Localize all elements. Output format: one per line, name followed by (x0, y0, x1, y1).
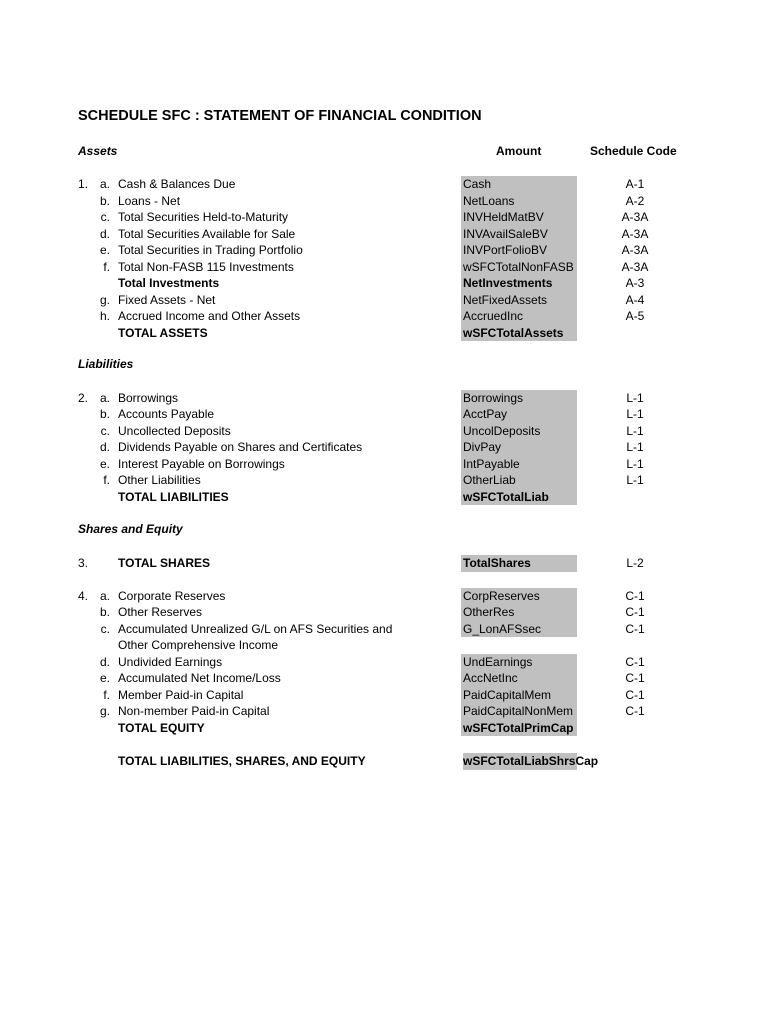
amount-field[interactable]: INVAvailSaleBV (461, 226, 577, 243)
row-description: TOTAL LIABILITIES, SHARES, AND EQUITY (118, 754, 366, 768)
line-item-row (0, 406, 770, 423)
line-item-row (0, 226, 770, 243)
row-letter: e. (99, 671, 110, 685)
line-item-row (0, 621, 770, 638)
schedule-code: L-1 (626, 456, 644, 471)
row-description-continuation: Other Comprehensive Income (118, 638, 279, 652)
schedule-code: L-1 (626, 407, 644, 421)
line-item-row (0, 275, 770, 292)
line-item-row (0, 588, 770, 605)
schedule-code: C-1 (625, 687, 645, 702)
amount-field[interactable]: AccNetInc (461, 670, 577, 687)
line-item-row (0, 292, 770, 309)
row-description: TOTAL EQUITY (118, 720, 205, 735)
amount-field[interactable]: wSFCTotalAssets (461, 325, 577, 342)
line-item-row (0, 703, 770, 720)
amount-field[interactable]: CorpReserves (461, 588, 577, 605)
amount-field[interactable]: wSFCTotalPrimCap (461, 720, 577, 737)
line-item-row (0, 687, 770, 704)
amount-field-value: wSFCTotalLiabShrsCap (463, 754, 599, 768)
line-item-row (0, 209, 770, 226)
assets-header: Assets (78, 144, 118, 158)
amount-field[interactable]: UncolDeposits (461, 423, 577, 440)
row-description: Non-member Paid-in Capital (118, 704, 270, 718)
row-letter: a. (99, 177, 110, 191)
row-description: Accumulated Unrealized G/L on AFS Securities and (118, 621, 393, 636)
schedule-code: L-2 (626, 556, 644, 570)
row-description: Total Investments (118, 276, 220, 290)
amount-field[interactable]: DivPay (461, 439, 577, 456)
amount-field[interactable]: Borrowings (461, 390, 577, 407)
schedule-code: A-2 (625, 193, 645, 208)
row-number: 4. (78, 588, 89, 603)
schedule-code: L-1 (626, 440, 644, 454)
row-description: TOTAL ASSETS (118, 325, 208, 340)
line-item-row (0, 242, 770, 259)
schedule-code: A-4 (625, 292, 645, 307)
line-item-row (0, 637, 770, 654)
amount-field[interactable]: PaidCapitalMem (461, 687, 577, 704)
amount-field[interactable]: INVHeldMatBV (461, 209, 577, 226)
row-description: Total Securities Available for Sale (118, 226, 296, 241)
amount-field[interactable]: NetFixedAssets (461, 292, 577, 309)
row-letter: d. (99, 440, 110, 454)
row-number: 1. (78, 177, 89, 191)
line-item-row (0, 325, 770, 342)
row-letter: f. (103, 473, 110, 487)
amount-field[interactable]: G_LonAFSsec (461, 621, 577, 638)
amount-field[interactable]: AccruedInc (461, 308, 577, 325)
amount-field[interactable]: Cash (461, 176, 577, 193)
line-item-row (0, 193, 770, 210)
amount-field[interactable]: OtherLiab (461, 472, 577, 489)
line-item-row (0, 472, 770, 489)
schedule-code: C-1 (625, 621, 645, 636)
row-number: 3. (78, 556, 89, 570)
row-letter: f. (103, 259, 110, 274)
schedule-code: C-1 (625, 654, 645, 669)
line-item-row (0, 259, 770, 276)
schedule-code: A-5 (625, 309, 645, 323)
row-letter: d. (99, 226, 110, 241)
row-letter: c. (100, 621, 110, 636)
schedule-code: L-1 (626, 390, 644, 405)
row-letter: b. (99, 605, 110, 619)
row-description: Loans - Net (118, 193, 181, 208)
line-item-row (0, 390, 770, 407)
amount-field[interactable]: TotalShares (461, 555, 577, 572)
row-description: Interest Payable on Borrowings (118, 456, 285, 471)
row-description: Member Paid-in Capital (118, 687, 244, 702)
row-description: Total Securities in Trading Portfolio (118, 243, 303, 257)
amount-field[interactable]: AcctPay (461, 406, 577, 423)
line-item-row (0, 654, 770, 671)
line-item-row (0, 423, 770, 440)
row-description: Other Liabilities (118, 473, 201, 487)
schedule-code: L-1 (626, 423, 644, 438)
row-description: Accounts Payable (118, 407, 215, 421)
liabilities-header: Liabilities (78, 357, 134, 371)
row-description: Accumulated Net Income/Loss (118, 671, 281, 685)
row-description: Accrued Income and Other Assets (118, 309, 301, 323)
row-description: Dividends Payable on Shares and Certificates (118, 440, 363, 454)
row-letter: c. (100, 423, 110, 438)
schedule-code: A-3A (621, 210, 649, 224)
row-letter: a. (99, 588, 110, 603)
amount-field[interactable]: PaidCapitalNonMem (461, 703, 577, 720)
row-letter: h. (99, 309, 110, 323)
row-number: 2. (78, 390, 89, 405)
line-item-row (0, 604, 770, 621)
schedule-code: A-1 (625, 177, 645, 191)
amount-field[interactable]: INVPortFolioBV (461, 242, 577, 259)
line-item-row (0, 439, 770, 456)
row-letter: f. (103, 687, 110, 702)
line-item-row (0, 489, 770, 506)
row-letter: d. (99, 654, 110, 669)
amount-field[interactable]: OtherRes (461, 604, 577, 621)
line-item-row (0, 308, 770, 325)
amount-field[interactable] (461, 753, 599, 770)
row-description: Uncollected Deposits (118, 423, 231, 438)
row-letter: c. (100, 210, 110, 224)
row-description: Fixed Assets - Net (118, 292, 216, 307)
amount-header: Amount (496, 144, 542, 158)
line-item-row (0, 720, 770, 737)
amount-field[interactable]: wSFCTotalNonFASB (461, 259, 577, 276)
schedule-code: C-1 (625, 588, 645, 603)
page-title: SCHEDULE SFC : STATEMENT OF FINANCIAL CONDITION (78, 108, 482, 124)
row-letter: b. (99, 193, 110, 208)
row-letter: b. (99, 407, 110, 421)
line-item-row (0, 456, 770, 473)
amount-field[interactable]: NetLoans (461, 193, 577, 210)
row-letter: a. (99, 390, 110, 405)
schedule-code: C-1 (625, 704, 645, 718)
row-letter: e. (99, 243, 110, 257)
shares-equity-header: Shares and Equity (78, 522, 183, 536)
row-description: Total Securities Held-to-Maturity (118, 210, 289, 224)
row-letter: g. (99, 704, 110, 718)
amount-field[interactable]: NetInvestments (461, 275, 577, 292)
schedule-code: A-3A (621, 243, 649, 257)
total-shares-row (0, 555, 770, 572)
schedule-code: A-3A (621, 259, 649, 274)
schedule-code: A-3A (621, 226, 649, 241)
amount-field[interactable]: IntPayable (461, 456, 577, 473)
line-item-row (0, 670, 770, 687)
row-description: TOTAL SHARES (118, 556, 211, 570)
line-item-row (0, 176, 770, 193)
schedule-code-header: Schedule Code (590, 144, 677, 158)
schedule-code: L-1 (626, 473, 644, 487)
schedule-code: C-1 (625, 605, 645, 619)
row-description: Borrowings (118, 390, 179, 405)
row-letter: e. (99, 456, 110, 471)
row-description: TOTAL LIABILITIES (118, 489, 229, 504)
schedule-code: C-1 (625, 671, 645, 685)
row-description: Corporate Reserves (118, 588, 226, 603)
row-description: Undivided Earnings (118, 654, 223, 669)
row-description: Other Reserves (118, 605, 203, 619)
amount-field[interactable]: wSFCTotalLiab (461, 489, 577, 506)
amount-field[interactable]: UndEarnings (461, 654, 577, 671)
row-description: Cash & Balances Due (118, 177, 236, 191)
row-letter: g. (99, 292, 110, 307)
grand-total-row (0, 753, 770, 770)
row-description: Total Non-FASB 115 Investments (118, 259, 294, 274)
schedule-code: A-3 (625, 276, 645, 290)
